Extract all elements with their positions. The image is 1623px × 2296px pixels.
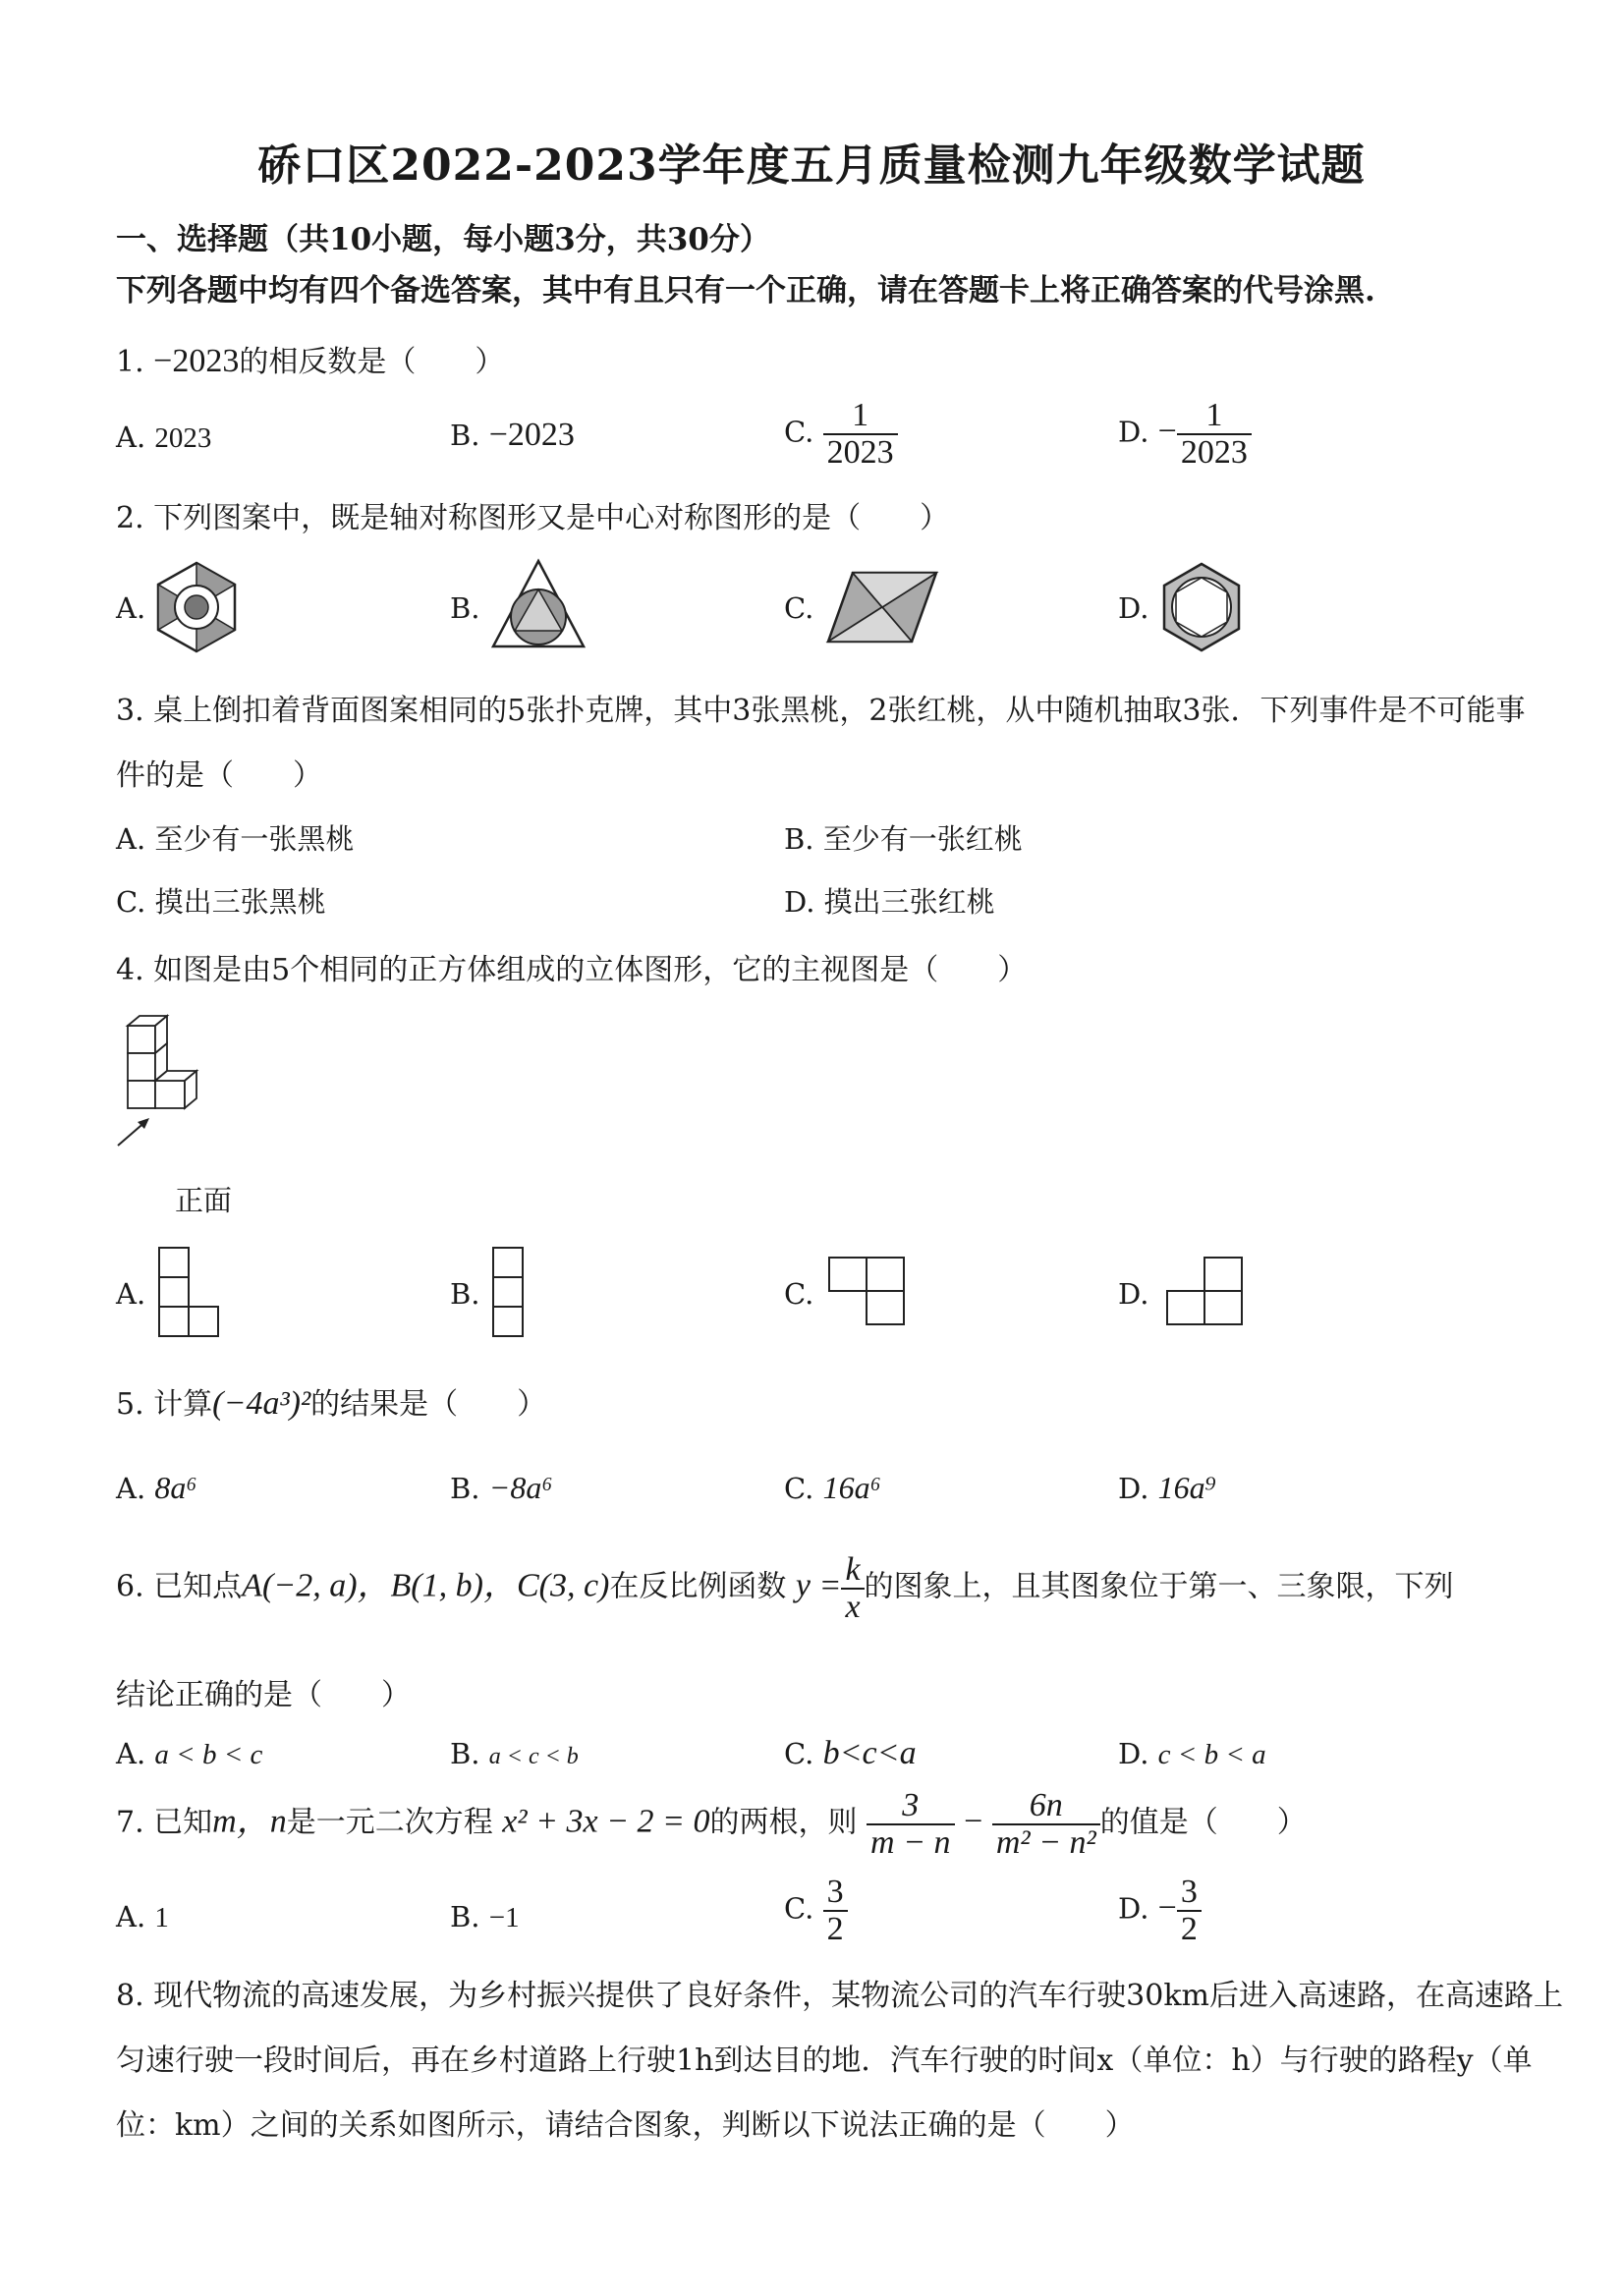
q7-option-b: B. −1 <box>450 1900 520 1933</box>
q3-option-b: B. 至少有一张红桃 <box>784 822 1023 856</box>
question-7: 7. 已知m，n是一元二次方程 x² + 3x − 2 = 0的两根，则 $\frac{3}{m - n}$ − $\frac{6n}{\text{m² − n²}}$ 的值是（ ） <box>116 1787 1307 1861</box>
q4-option-a-label: A. <box>116 1277 146 1311</box>
fraction: $\frac{3}{m - n}$ <box>867 1788 955 1860</box>
fraction: $\frac{3}{2}$ <box>1177 1875 1202 1946</box>
math-expression: −2023 <box>153 343 240 379</box>
question-4: 4. 如图是由5个相同的正方体组成的立体图形，它的主视图是（ ） <box>116 953 1028 987</box>
section-instruction: 下列各题中均有四个备选答案，其中有且只有一个正确，请在答题卡上将正确答案的代号涂黑. <box>116 273 1375 308</box>
q2-option-a-label: A. <box>116 591 146 625</box>
q2-option-d-label: D. <box>1118 591 1149 625</box>
q2-option-b-label: B. <box>450 591 480 625</box>
question-8-line-1: 8. 现代物流的高速发展，为乡村振兴提供了良好条件，某物流公司的汽车行驶30km后进入高速路，在高速路上 <box>116 1979 1563 2013</box>
q4-cube-figure <box>110 1012 218 1149</box>
q2-option-c-label: C. <box>784 591 814 625</box>
question-3-line-1: 3. 桌上倒扣着背面图案相同的5张扑克牌，其中3张黑桃，2张红桃，从中随机抽取3张．下列事件是不可能事 <box>116 694 1526 728</box>
fraction: $\frac{6n}{\text{m² − n²}}$ <box>992 1788 1100 1860</box>
q1-option-c: C. $\frac{1}{2023}$ <box>784 398 898 470</box>
q1-option-d: D. − $\frac{1}{2023}$ <box>1118 398 1252 470</box>
q2-figure-b <box>489 556 588 654</box>
q1-option-a: A. 2023 <box>116 420 212 454</box>
q7-option-a: A. 1 <box>116 1900 169 1933</box>
q5-option-c: C. 16a⁶ <box>784 1470 881 1505</box>
q4-view-b <box>491 1246 531 1338</box>
fraction: $\frac{1}{2023}$ <box>1177 398 1252 470</box>
q5-option-d: D. 16a⁹ <box>1118 1470 1216 1505</box>
q4-option-c-label: C. <box>784 1277 814 1311</box>
q4-option-b-label: B. <box>450 1277 480 1311</box>
q2-figure-c <box>823 568 941 646</box>
question-6-line-2: 结论正确的是（ ） <box>116 1678 411 1712</box>
question-5: 5. 计算(−4a³)²的结果是（ ） <box>116 1385 547 1422</box>
q6-option-d: D. c < b < a <box>1118 1737 1266 1770</box>
question-8-line-2: 匀速行驶一段时间后，再在乡村道路上行驶1h到达目的地．汽车行驶的时间x（单位：h）与行驶的路程y（单 <box>116 2044 1533 2078</box>
math-points: A(−2, a)，B(1, b)，C(3, c) <box>242 1567 610 1604</box>
math-expression: (−4a³)² <box>212 1385 311 1422</box>
q5-option-b: B. −8a⁶ <box>450 1470 553 1505</box>
section-heading: 一、选择题（共10小题，每小题3分，共30分） <box>116 222 770 257</box>
fraction: $\frac{1}{2023}$ <box>823 398 898 470</box>
q4-option-d-label: D. <box>1118 1277 1149 1311</box>
q3-option-c: C. 摸出三张黑桃 <box>116 885 326 919</box>
front-label: 正面 <box>175 1184 233 1217</box>
q6-option-a: A. a < b < c <box>116 1737 263 1770</box>
q6-option-b: B. a < c < b <box>450 1737 579 1770</box>
question-8-line-3: 位：km）之间的关系如图所示，请结合图象，判断以下说法正确的是（ ） <box>116 2108 1135 2143</box>
q6-option-c: C. b<c<a <box>784 1735 917 1771</box>
q5-option-a: A. 8a⁶ <box>116 1470 197 1505</box>
q4-view-c <box>827 1256 910 1328</box>
question-1 <box>116 337 504 380</box>
q7-option-d: D. − $\frac{3}{2}$ <box>1118 1875 1202 1946</box>
question-number: 1. <box>116 345 144 379</box>
q1-option-b: B. −2023 <box>450 417 575 453</box>
q3-option-a: A. 至少有一张黑桃 <box>116 822 355 856</box>
fraction: $\frac{3}{2}$ <box>823 1875 848 1946</box>
question-3-line-2: 件的是（ ） <box>116 758 322 793</box>
fraction: $\frac{k}{x}$ <box>841 1552 864 1624</box>
question-6-line-1: 6. 已知点A(−2, a)，B(1, b)，C(3, c)在反比例函数 y = $\frac{k}{x}$ 的图象上，且其图象位于第一、三象限，下列 <box>116 1551 1454 1625</box>
q2-figure-d <box>1154 560 1249 654</box>
question-2: 2. 下列图案中，既是轴对称图形又是中心对称图形的是（ ） <box>116 501 950 535</box>
question-text: 的相反数是（ ） <box>239 345 505 379</box>
equation: x² + 3x − 2 = 0 <box>502 1803 710 1840</box>
q2-figure-a <box>147 558 246 656</box>
page-title: 硚口区2022-2023学年度五月质量检测九年级数学试题 <box>257 140 1366 191</box>
q3-option-d: D. 摸出三张红桃 <box>784 885 995 919</box>
q4-view-a <box>157 1246 226 1338</box>
q4-view-d <box>1163 1256 1248 1328</box>
q7-option-c: C. $\frac{3}{2}$ <box>784 1875 848 1946</box>
